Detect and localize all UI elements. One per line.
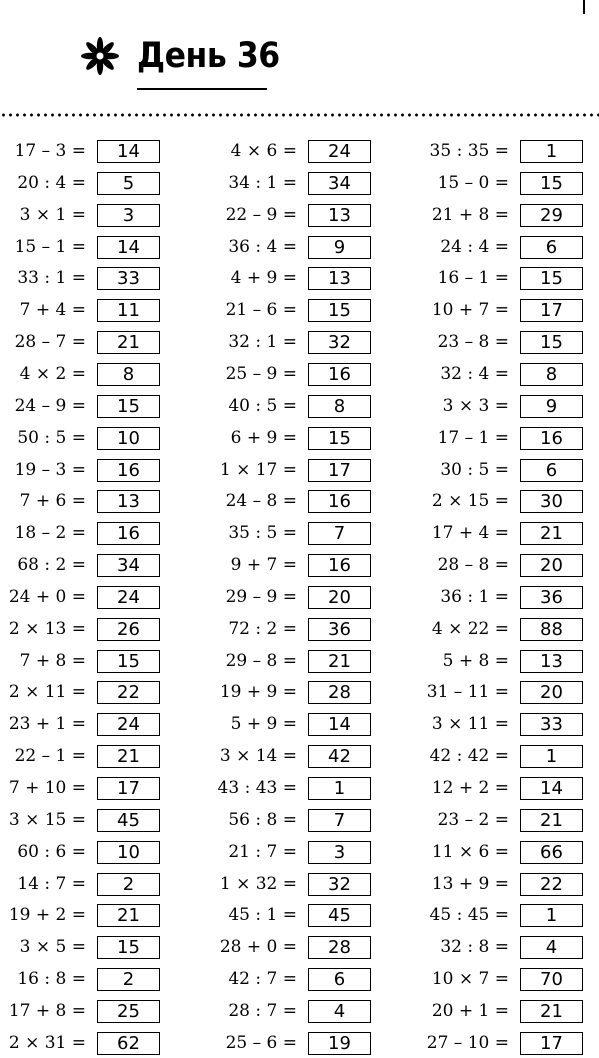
- answer-box: 32: [308, 873, 371, 896]
- answer-box: 24: [97, 713, 160, 736]
- exercise-expression: 7 + 6 =: [19, 491, 86, 512]
- exercise-row: [0, 646, 599, 676]
- answer-box: 10: [97, 841, 160, 864]
- exercise-row: [0, 359, 599, 389]
- answer-box: 8: [520, 363, 583, 386]
- exercise-expression: 31 – 11 =: [426, 682, 509, 703]
- exercise-row: [0, 837, 599, 867]
- exercise-expression: 17 + 8 =: [8, 1000, 86, 1021]
- exercise-row: [0, 996, 599, 1026]
- page-title: День 36: [137, 36, 280, 76]
- answer-box: 19: [308, 1032, 371, 1055]
- answer-box: 2: [97, 968, 160, 991]
- exercise-row: [0, 295, 599, 325]
- exercise-expression: 4 × 22 =: [431, 618, 509, 639]
- exercise-item: [0, 709, 509, 739]
- exercise-expression: 35 : 5 =: [228, 523, 297, 544]
- answer-box: 36: [520, 586, 583, 609]
- exercise-expression: 18 – 2 =: [14, 523, 86, 544]
- answer-box: 24: [97, 586, 160, 609]
- exercise-expression: 12 + 2 =: [431, 778, 509, 798]
- exercise-expression: 25 – 9 =: [225, 363, 297, 384]
- answer-box: 21: [520, 809, 583, 832]
- exercise-item: [0, 964, 509, 994]
- answer-box: 17: [520, 299, 583, 322]
- answer-box: 32: [308, 331, 371, 354]
- exercise-expression: 22 – 1 =: [14, 746, 86, 767]
- exercise-item: [0, 741, 509, 771]
- exercise-expression: 5 + 9 =: [230, 714, 297, 735]
- answer-box: 15: [520, 267, 583, 290]
- exercise-expression: 28 – 8 =: [437, 555, 509, 576]
- answer-box: 8: [308, 395, 371, 418]
- answer-box: 1: [520, 140, 583, 163]
- answer-box: 4: [308, 1000, 371, 1023]
- answer-box: 16: [97, 459, 160, 482]
- exercise-item: [0, 614, 509, 644]
- exercise-expression: 27 – 10 =: [426, 1032, 509, 1053]
- exercise-row: [0, 486, 599, 516]
- answer-box: 62: [97, 1032, 160, 1055]
- exercise-row: [0, 232, 599, 262]
- exercise-expression: 21 + 8 =: [431, 204, 509, 225]
- exercise-expression: 13 + 9 =: [431, 873, 509, 894]
- exercise-expression: 2 × 15 =: [431, 491, 509, 512]
- exercise-expression: 33 : 1 =: [17, 268, 86, 289]
- title-underline: [137, 88, 267, 90]
- exercise-row: [0, 773, 599, 803]
- exercise-item: [0, 837, 509, 867]
- answer-box: 24: [308, 140, 371, 163]
- answer-box: 45: [308, 904, 371, 927]
- answer-box: 5: [97, 172, 160, 195]
- answer-box: 70: [520, 968, 583, 991]
- dotted-divider: [0, 113, 599, 117]
- answer-box: 20: [520, 681, 583, 704]
- answer-box: 66: [520, 841, 583, 864]
- exercise-expression: 3 × 5 =: [19, 937, 86, 958]
- exercise-expression: 11 × 6 =: [431, 841, 509, 862]
- exercise-expression: 24 : 4 =: [440, 236, 509, 257]
- answer-box: 6: [308, 968, 371, 991]
- answer-box: 34: [97, 554, 160, 577]
- answer-box: 15: [308, 427, 371, 450]
- asterisk-icon: [80, 36, 120, 76]
- answer-box: 28: [308, 936, 371, 959]
- exercise-row: [0, 391, 599, 421]
- exercise-expression: 1 × 32 =: [219, 873, 297, 894]
- exercise-expression: 7 + 10 =: [8, 778, 86, 798]
- answer-box: 11: [97, 299, 160, 322]
- answer-box: 14: [97, 140, 160, 163]
- exercise-expression: 24 + 0 =: [8, 586, 86, 607]
- exercise-expression: 28 : 7 =: [228, 1000, 297, 1021]
- exercise-expression: 15 – 0 =: [437, 172, 509, 193]
- answer-box: 15: [97, 395, 160, 418]
- exercise-expression: 7 + 8 =: [19, 650, 86, 671]
- exercise-item: [0, 455, 509, 485]
- exercise-expression: 23 – 2 =: [437, 809, 509, 830]
- answer-box: 45: [97, 809, 160, 832]
- exercise-expression: 5 + 8 =: [442, 650, 509, 671]
- exercise-expression: 72 : 2 =: [228, 618, 297, 639]
- answer-box: 88: [520, 618, 583, 641]
- exercise-expression: 32 : 8 =: [440, 937, 509, 958]
- answer-box: 1: [520, 904, 583, 927]
- answer-box: 13: [520, 650, 583, 673]
- answer-box: 14: [520, 777, 583, 800]
- answer-box: 28: [308, 681, 371, 704]
- answer-box: 13: [308, 267, 371, 290]
- exercise-expression: 17 – 1 =: [437, 427, 509, 448]
- answer-box: 14: [308, 713, 371, 736]
- answer-box: 17: [308, 459, 371, 482]
- exercise-expression: 4 + 9 =: [230, 268, 297, 289]
- exercise-row: [0, 200, 599, 230]
- answer-box: 26: [97, 618, 160, 641]
- answer-box: 15: [308, 299, 371, 322]
- exercise-expression: 32 : 1 =: [228, 332, 297, 353]
- answer-box: 2: [97, 873, 160, 896]
- answer-box: 9: [520, 395, 583, 418]
- answer-box: 1: [520, 745, 583, 768]
- exercise-expression: 28 + 0 =: [219, 937, 297, 958]
- exercise-expression: 3 × 3 =: [442, 395, 509, 416]
- exercise-expression: 60 : 6 =: [17, 841, 86, 862]
- answer-box: 21: [97, 331, 160, 354]
- exercise-expression: 45 : 45 =: [429, 905, 509, 926]
- exercise-expression: 30 : 5 =: [440, 459, 509, 480]
- exercise-item: [0, 996, 509, 1026]
- answer-box: 20: [308, 586, 371, 609]
- exercise-row: [0, 805, 599, 835]
- exercise-row: [0, 869, 599, 899]
- exercise-row: [0, 614, 599, 644]
- exercise-expression: 10 × 7 =: [431, 969, 509, 990]
- exercise-expression: 23 + 1 =: [8, 714, 86, 735]
- answer-box: 7: [308, 522, 371, 545]
- answer-box: 15: [97, 936, 160, 959]
- exercise-expression: 6 + 9 =: [230, 427, 297, 448]
- exercise-item: [0, 773, 509, 803]
- answer-box: 9: [308, 236, 371, 259]
- answer-box: 15: [97, 650, 160, 673]
- exercise-row: [0, 964, 599, 994]
- exercise-item: [0, 1028, 509, 1058]
- exercise-expression: 35 : 35 =: [429, 141, 509, 161]
- exercise-expression: 40 : 5 =: [228, 395, 297, 416]
- exercise-expression: 20 + 1 =: [431, 1000, 509, 1021]
- exercise-expression: 10 + 7 =: [431, 300, 509, 321]
- exercise-expression: 19 + 2 =: [8, 905, 86, 926]
- exercise-row: [0, 423, 599, 453]
- exercise-expression: 29 – 8 =: [225, 650, 297, 671]
- exercise-item: [0, 486, 509, 516]
- answer-box: 20: [520, 554, 583, 577]
- answer-box: 6: [520, 459, 583, 482]
- exercise-expression: 24 – 8 =: [225, 491, 297, 512]
- exercise-item: [0, 200, 509, 230]
- answer-box: 33: [97, 267, 160, 290]
- answer-box: 17: [520, 1032, 583, 1055]
- exercise-expression: 3 × 11 =: [431, 714, 509, 735]
- exercise-expression: 22 – 9 =: [225, 204, 297, 225]
- answer-box: 16: [308, 490, 371, 513]
- exercise-expression: 43 : 43 =: [217, 778, 297, 798]
- exercise-expression: 23 – 8 =: [437, 332, 509, 353]
- exercise-item: [0, 327, 509, 357]
- answer-box: 17: [97, 777, 160, 800]
- answer-box: 13: [308, 204, 371, 227]
- exercise-expression: 2 × 31 =: [8, 1032, 86, 1053]
- exercise-item: [0, 391, 509, 421]
- answer-box: 21: [520, 522, 583, 545]
- exercise-row: [0, 582, 599, 612]
- answer-box: 16: [308, 554, 371, 577]
- exercise-row: [0, 900, 599, 930]
- answer-box: 30: [520, 490, 583, 513]
- exercise-expression: 32 : 4 =: [440, 363, 509, 384]
- exercise-expression: 4 × 6 =: [230, 141, 297, 161]
- exercise-item: [0, 295, 509, 325]
- exercise-item: [0, 232, 509, 262]
- exercise-row: [0, 550, 599, 580]
- exercise-expression: 42 : 7 =: [228, 969, 297, 990]
- answer-box: 3: [308, 841, 371, 864]
- exercise-item: [0, 805, 509, 835]
- exercise-expression: 17 + 4 =: [431, 523, 509, 544]
- answer-box: 21: [308, 650, 371, 673]
- exercise-item: [0, 646, 509, 676]
- exercise-item: [0, 550, 509, 580]
- exercise-row: [0, 709, 599, 739]
- answer-box: 21: [97, 904, 160, 927]
- exercise-expression: 29 – 9 =: [225, 586, 297, 607]
- exercise-row: [0, 263, 599, 293]
- answer-box: 16: [308, 363, 371, 386]
- exercise-expression: 4 × 2 =: [19, 363, 86, 384]
- exercise-row: [0, 455, 599, 485]
- exercise-expression: 42 : 42 =: [429, 746, 509, 767]
- exercise-row: [0, 677, 599, 707]
- answer-box: 33: [520, 713, 583, 736]
- exercise-item: [0, 582, 509, 612]
- answer-box: 25: [97, 1000, 160, 1023]
- exercise-item: [0, 263, 509, 293]
- exercise-item: [0, 168, 509, 198]
- exercise-expression: 9 + 7 =: [230, 555, 297, 576]
- exercise-item: [0, 518, 509, 548]
- answer-box: 21: [520, 1000, 583, 1023]
- answer-box: 1: [308, 777, 371, 800]
- answer-box: 22: [520, 873, 583, 896]
- answer-box: 14: [97, 236, 160, 259]
- answer-box: 13: [97, 490, 160, 513]
- exercise-expression: 36 : 4 =: [228, 236, 297, 257]
- exercise-expression: 21 – 6 =: [225, 300, 297, 321]
- exercise-row: [0, 518, 599, 548]
- exercise-expression: 45 : 1 =: [228, 905, 297, 926]
- exercise-expression: 56 : 8 =: [228, 809, 297, 830]
- exercise-expression: 24 – 9 =: [14, 395, 86, 416]
- exercise-item: [0, 900, 509, 930]
- answer-box: 7: [308, 809, 371, 832]
- exercise-expression: 50 : 5 =: [17, 427, 86, 448]
- exercise-expression: 2 × 13 =: [8, 618, 86, 639]
- answer-box: 34: [308, 172, 371, 195]
- exercise-expression: 3 × 14 =: [219, 746, 297, 767]
- exercise-row: [0, 136, 599, 166]
- exercise-expression: 36 : 1 =: [440, 586, 509, 607]
- answer-box: 15: [520, 331, 583, 354]
- answer-box: 3: [97, 204, 160, 227]
- answer-box: 36: [308, 618, 371, 641]
- exercise-expression: 15 – 1 =: [14, 236, 86, 257]
- answer-box: 16: [97, 522, 160, 545]
- answer-box: 16: [520, 427, 583, 450]
- exercise-expression: 3 × 15 =: [8, 809, 86, 830]
- exercise-expression: 2 × 11 =: [8, 682, 86, 703]
- answer-box: 21: [97, 745, 160, 768]
- exercise-row: [0, 327, 599, 357]
- exercise-expression: 7 + 4 =: [19, 300, 86, 321]
- page-header: [0, 0, 599, 120]
- exercise-expression: 3 × 1 =: [19, 204, 86, 225]
- exercise-row: [0, 741, 599, 771]
- exercise-row: [0, 1028, 599, 1058]
- exercise-expression: 25 – 6 =: [225, 1032, 297, 1053]
- exercise-expression: 19 – 3 =: [14, 459, 86, 480]
- exercise-expression: 14 : 7 =: [17, 873, 86, 894]
- exercise-item: [0, 869, 509, 899]
- exercise-expression: 20 : 4 =: [17, 172, 86, 193]
- exercise-item: [0, 423, 509, 453]
- exercise-item: [0, 677, 509, 707]
- exercise-row: [0, 168, 599, 198]
- answer-box: 4: [520, 936, 583, 959]
- answer-box: 6: [520, 236, 583, 259]
- answer-box: 29: [520, 204, 583, 227]
- exercise-expression: 19 + 9 =: [219, 682, 297, 703]
- exercise-expression: 16 – 1 =: [437, 268, 509, 289]
- exercise-item: [0, 136, 509, 166]
- exercise-expression: 34 : 1 =: [228, 172, 297, 193]
- exercise-expression: 28 – 7 =: [14, 332, 86, 353]
- exercise-expression: 16 : 8 =: [17, 969, 86, 990]
- answer-box: 8: [97, 363, 160, 386]
- exercise-expression: 1 × 17 =: [219, 459, 297, 480]
- answer-box: 22: [97, 681, 160, 704]
- exercise-expression: 68 : 2 =: [17, 555, 86, 576]
- exercise-row: [0, 932, 599, 962]
- exercise-item: [0, 932, 509, 962]
- answer-box: 42: [308, 745, 371, 768]
- exercise-expression: 21 : 7 =: [228, 841, 297, 862]
- exercise-expression: 17 – 3 =: [14, 141, 86, 161]
- answer-box: 10: [97, 427, 160, 450]
- answer-box: 15: [520, 172, 583, 195]
- exercise-item: [0, 359, 509, 389]
